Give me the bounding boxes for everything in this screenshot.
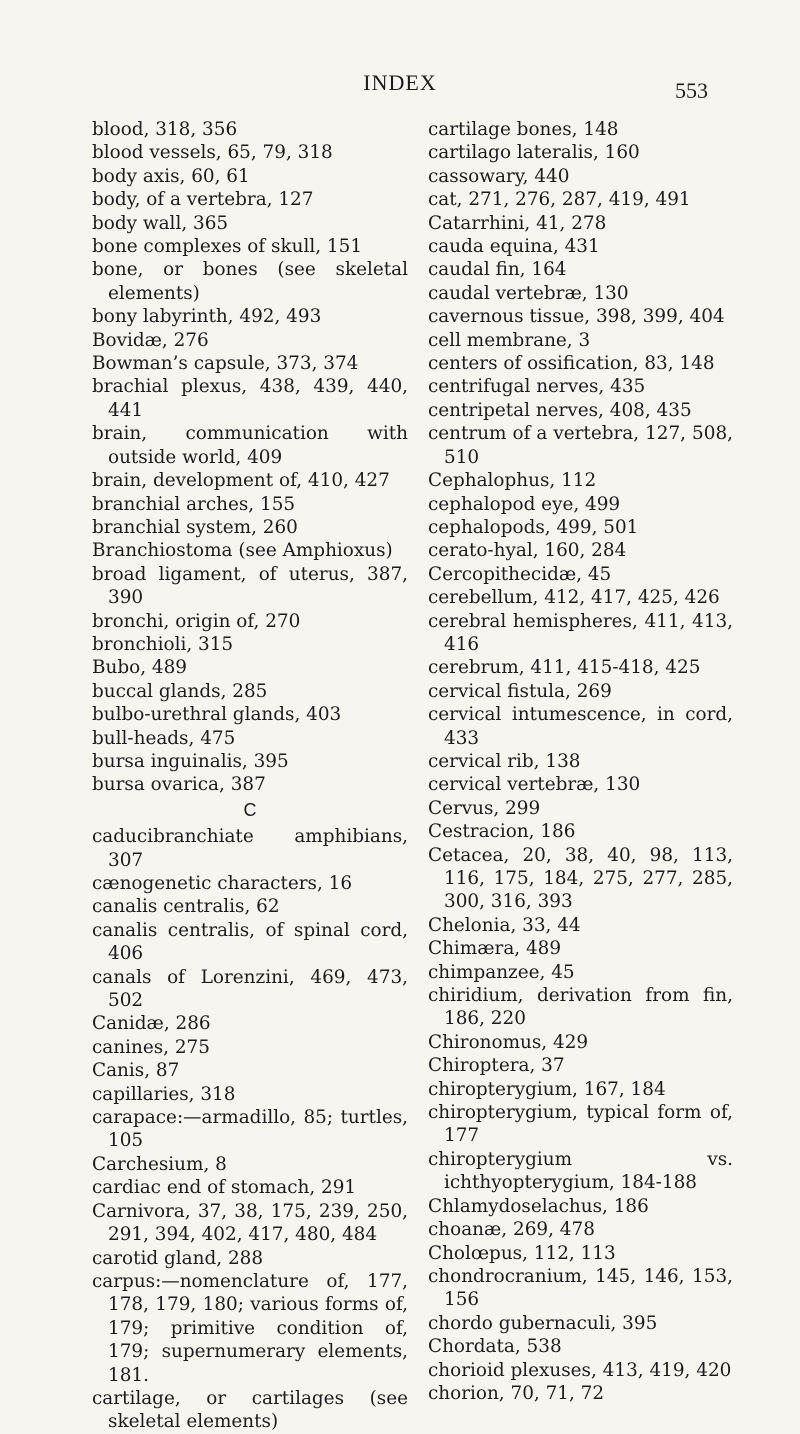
index-entry: cervical vertebræ, 130: [428, 774, 641, 796]
index-entry: broad ligament, of uterus, 387, 390: [92, 563, 408, 609]
page-number: 553: [675, 78, 708, 103]
index-entry: Chelonia, 33, 44: [428, 914, 581, 936]
index-entry: bronchioli, 315: [92, 633, 234, 655]
index-entry: canalis centralis, of spinal cord, 406: [92, 919, 408, 965]
index-entry: Carnivora, 37, 38, 175, 239, 250, 291, 394, 402, 417, 480, 484: [92, 1200, 408, 1246]
index-entry: cervical fistula, 269: [428, 680, 612, 702]
index-entry: Cercopithecidæ, 45: [428, 563, 612, 585]
index-entry: brain, communication with outside world, 409: [92, 423, 408, 468]
index-entry: Cetacea, 20, 38, 40, 98, 113, 116, 175, 184, 275, 277, 285, 300, 316, 393: [428, 844, 733, 913]
index-entry: bulbo-urethral glands, 403: [92, 704, 342, 726]
index-entry: cephalopods, 499, 501: [428, 516, 639, 538]
index-entry: bony labyrinth, 492, 493: [92, 306, 322, 328]
index-entry: Catarrhini, 41, 278: [428, 212, 607, 234]
index-entry: Branchiostoma (see Amphioxus): [92, 540, 393, 562]
index-entry: Canidæ, 286: [92, 1013, 211, 1035]
index-entry: cartilago lateralis, 160: [428, 142, 640, 164]
index-entry: caudal fin, 164: [428, 259, 567, 281]
index-entry: chimpanzee, 45: [428, 961, 575, 983]
index-entry: carpus:—nomenclature of, 177, 178, 179, 180; various forms of, 179; primitive condition of, 179; supernumerary elements, 181.: [92, 1270, 408, 1386]
index-entry: capillaries, 318: [92, 1083, 236, 1105]
index-entry: chiridium, derivation from fin, 186, 220: [428, 985, 733, 1030]
index-entry: canalis centralis, 62: [92, 896, 280, 918]
index-entry: Cestracion, 186: [428, 821, 576, 843]
index-entry: chiropterygium vs. ichthyopterygium, 184-188: [428, 1148, 733, 1194]
index-entry: canines, 275: [92, 1036, 210, 1058]
index-entry: blood vessels, 65, 79, 318: [92, 142, 333, 164]
index-column-left: [92, 118, 408, 1434]
index-entry: brachial plexus, 438, 439, 440, 441: [92, 376, 408, 421]
index-entry: bursa ovarica, 387: [92, 774, 266, 796]
index-entry: bone complexes of skull, 151: [92, 236, 363, 258]
index-entry: chondrocranium, 145, 146, 153, 156: [428, 1265, 733, 1311]
index-entry: Cephalophus, 112: [428, 470, 597, 492]
index-entry: branchial arches, 155: [92, 493, 296, 515]
index-entry: carotid gland, 288: [92, 1247, 264, 1269]
index-entry: Chimæra, 489: [428, 938, 562, 960]
index-entry: Bubo, 489: [92, 657, 187, 679]
index-entry: chorioid plexuses, 413, 419, 420: [428, 1359, 732, 1381]
page-header: [0, 70, 800, 110]
index-entry: bursa inguinalis, 395: [92, 750, 289, 772]
index-entry: centrum of a vertebra, 127, 508, 510: [428, 423, 733, 468]
index-entry: chordo gubernaculi, 395: [428, 1312, 658, 1334]
index-entry: cauda equina, 431: [428, 236, 600, 258]
index-entry: cat, 271, 276, 287, 419, 491: [428, 189, 691, 211]
index-entry: bone, or bones (see skeletal elements): [92, 259, 408, 304]
index-entry: cartilage, or cartilages (see skeletal elements): [92, 1387, 408, 1433]
index-entry: body wall, 365: [92, 212, 229, 234]
index-entry: cavernous tissue, 398, 399, 404: [428, 306, 725, 328]
index-entry: chiropterygium, typical form of, 177: [428, 1102, 733, 1147]
index-entry: canals of Lorenzini, 469, 473, 502: [92, 966, 408, 1012]
index-entry: chiropterygium, 167, 184: [428, 1078, 666, 1100]
index-entry: Canis, 87: [92, 1060, 180, 1082]
index-entry: cell membrane, 3: [428, 329, 591, 351]
section-letter: C: [243, 799, 257, 820]
index-entry: Bovidæ, 276: [92, 329, 209, 351]
index-entry: cerebellum, 412, 417, 425, 426: [428, 587, 720, 609]
index-entry: centrifugal nerves, 435: [428, 376, 646, 398]
index-entry: cervical rib, 138: [428, 750, 581, 772]
index-entry: body, of a vertebra, 127: [92, 189, 314, 211]
index-entry: buccal glands, 285: [92, 680, 268, 702]
index-entry: cerato-hyal, 160, 284: [428, 540, 627, 562]
index-entry: Cervus, 299: [428, 797, 541, 819]
page-title: INDEX: [363, 70, 437, 95]
index-entry: Carchesium, 8: [92, 1153, 227, 1175]
index-entry: blood, 318, 356: [92, 119, 238, 140]
index-entry: brain, development of, 410, 427: [92, 470, 390, 492]
index-entry: cassowary, 440: [428, 165, 570, 187]
index-entry: cænogenetic characters, 16: [92, 873, 353, 894]
index-entry: Bowman’s capsule, 373, 374: [92, 353, 359, 375]
index-entry: Cholœpus, 112, 113: [428, 1242, 616, 1264]
index-entry: bronchi, origin of, 270: [92, 610, 301, 632]
index-entry: cephalopod eye, 499: [428, 493, 621, 515]
index-entry: carapace:—armadillo, 85; turtles, 105: [92, 1107, 408, 1152]
index-entry: bull-heads, 475: [92, 727, 236, 749]
index-column-right: [428, 118, 733, 1405]
index-entry: branchial system, 260: [92, 516, 298, 538]
index-entry: centers of ossification, 83, 148: [428, 353, 715, 375]
index-entry: cervical intumescence, in cord, 433: [428, 704, 733, 749]
index-entry: cerebrum, 411, 415-418, 425: [428, 657, 701, 679]
index-entry: chorion, 70, 71, 72: [428, 1382, 605, 1404]
index-entry: Chlamydoselachus, 186: [428, 1195, 649, 1217]
index-entry: centripetal nerves, 408, 435: [428, 399, 692, 421]
index-entry: Chiroptera, 37: [428, 1055, 565, 1077]
index-entry: cerebral hemispheres, 411, 413, 416: [428, 610, 733, 655]
index-entry: Chordata, 538: [428, 1336, 562, 1358]
index-entry: cardiac end of stomach, 291: [92, 1177, 357, 1199]
index-entry: cartilage bones, 148: [428, 119, 619, 140]
index-entry: choanæ, 269, 478: [428, 1219, 595, 1241]
index-entry: body axis, 60, 61: [92, 165, 250, 187]
index-entry: caudal vertebræ, 130: [428, 282, 629, 304]
index-entry: Chironomus, 429: [428, 1031, 589, 1053]
index-entry: caducibranchiate amphibians, 307: [92, 826, 408, 871]
